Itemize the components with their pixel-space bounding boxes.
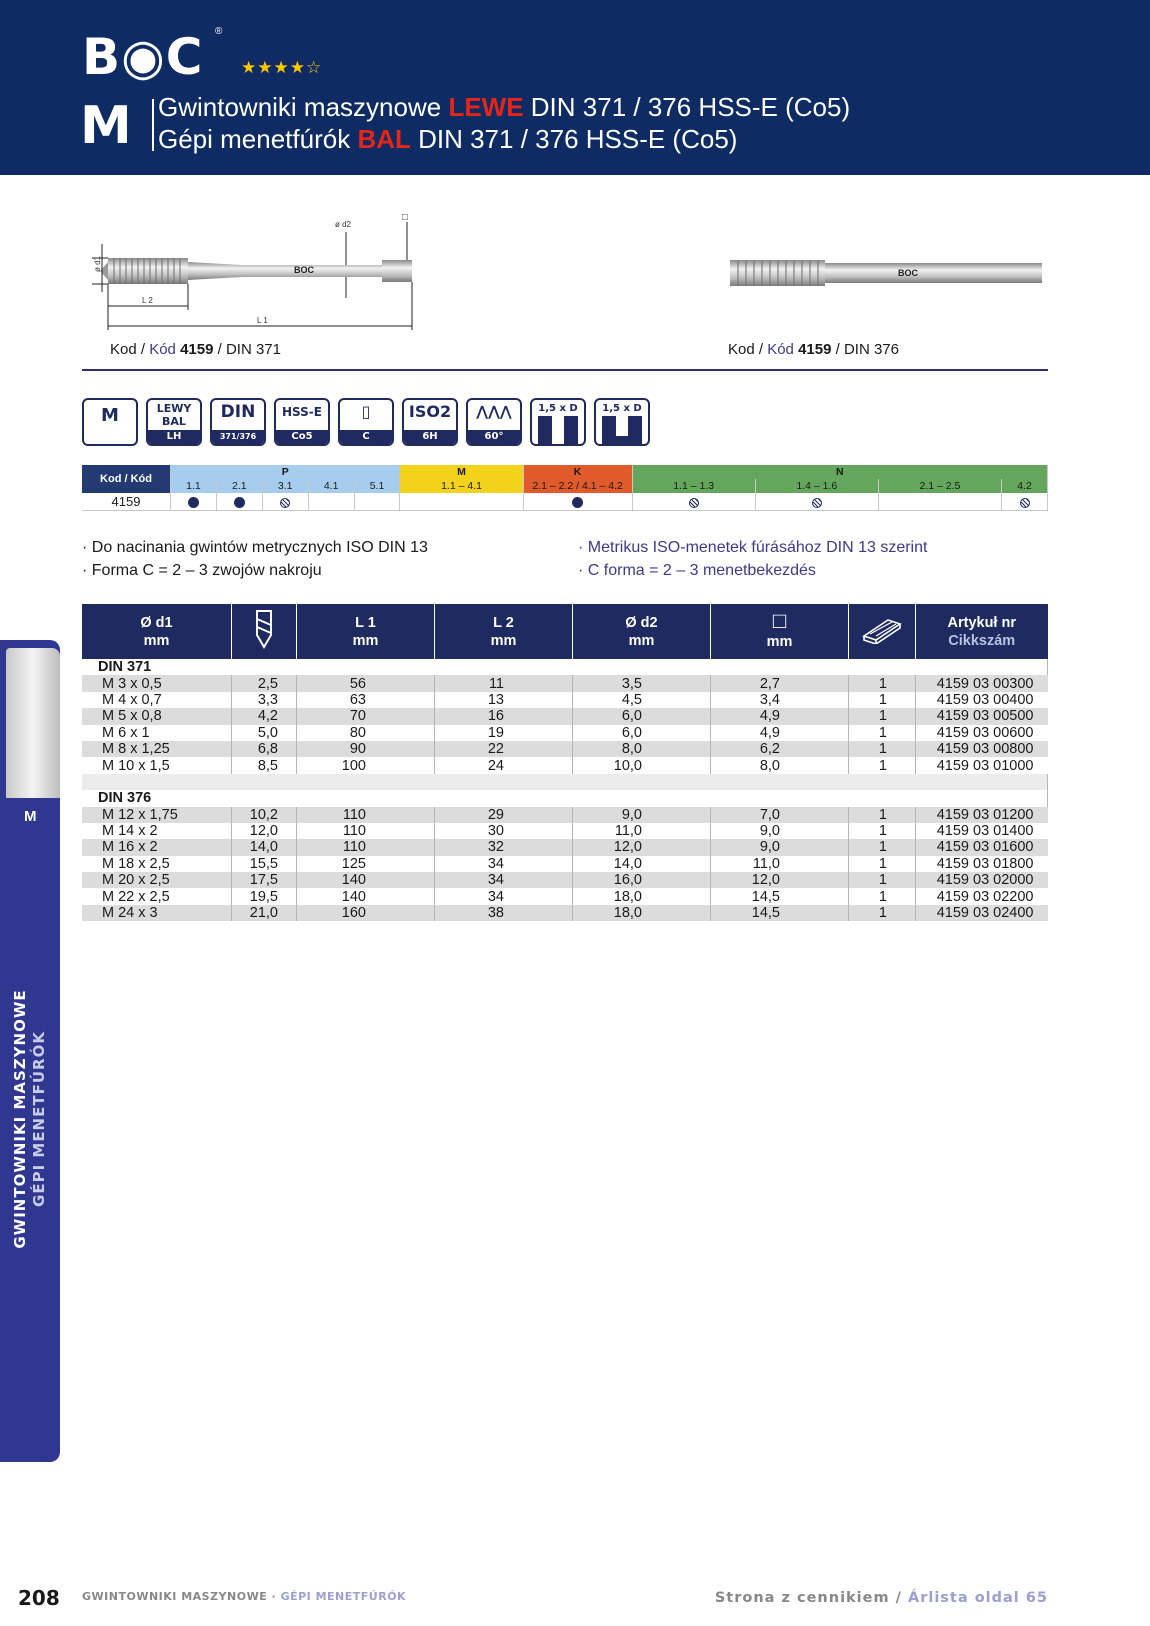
group-p: P <box>171 465 400 479</box>
l2-value: 11 <box>435 675 573 691</box>
drill-size: 2,5 <box>232 675 297 691</box>
tool-logo-text-2: BOC <box>898 268 918 278</box>
square-value: 14,5 <box>711 888 849 904</box>
d2-value: 12,0 <box>573 839 711 855</box>
pack-qty: 1 <box>849 757 916 773</box>
col-d2: Ø d2 mm <box>573 604 711 659</box>
left-hand-icon: LEWY BAL LH <box>146 398 202 446</box>
d2-value: 11,0 <box>573 823 711 839</box>
footer-pricelist-ref: Strona z cennikiem / Árlista oldal 65 <box>714 1590 1048 1606</box>
material-mark-5 <box>354 493 400 511</box>
drill-size: 14,0 <box>232 839 297 855</box>
l1-value: 110 <box>297 807 435 823</box>
l2-value: 16 <box>435 708 573 724</box>
partial-suitability-icon <box>1020 498 1030 508</box>
pack-qty: 1 <box>849 872 916 888</box>
material-mark-3 <box>262 493 308 511</box>
l2-value: 34 <box>435 856 573 872</box>
square-value: 11,0 <box>711 856 849 872</box>
sub-n-1: 1.1 – 1.3 <box>632 479 755 493</box>
d2-value: 3,5 <box>573 675 711 691</box>
section-title: DIN 376 <box>82 790 1048 806</box>
sub-n-2: 1.4 – 1.6 <box>755 479 878 493</box>
table-row <box>82 839 1048 855</box>
l1-value: 63 <box>297 692 435 708</box>
l1-value: 110 <box>297 823 435 839</box>
d2-value: 6,0 <box>573 725 711 741</box>
table-row <box>82 823 1048 839</box>
table-row <box>82 741 1048 757</box>
article-number: 4159 03 01200 <box>916 807 1048 823</box>
section-title-row <box>82 790 1048 806</box>
square-value: 6,2 <box>711 741 849 757</box>
sub-p-5: 5.1 <box>354 479 400 493</box>
d2-value: 14,0 <box>573 856 711 872</box>
section-gap <box>82 774 1048 790</box>
material-mark-11 <box>1002 493 1048 511</box>
sub-p-4: 4.1 <box>308 479 354 493</box>
table-row <box>82 757 1048 773</box>
kod-header: Kod / Kód <box>82 465 171 493</box>
l1-value: 70 <box>297 708 435 724</box>
square-value: 8,0 <box>711 757 849 773</box>
drill-size: 10,2 <box>232 807 297 823</box>
table-row <box>82 725 1048 741</box>
thread-size: M 5 x 0,8 <box>82 708 232 724</box>
l2-value: 19 <box>435 725 573 741</box>
through-hole-depth-icon: 1,5 x D <box>530 398 586 446</box>
title-divider <box>152 99 154 151</box>
square-value: 4,9 <box>711 708 849 724</box>
article-number: 4159 03 01600 <box>916 839 1048 855</box>
page-number: 208 <box>18 1586 60 1610</box>
caption-din376: Kod / Kód 4159 / DIN 376 <box>728 341 899 358</box>
col-d1: Ø d1 mm <box>82 604 232 659</box>
col-article: Artykuł nr Cikkszám <box>916 604 1048 659</box>
group-m: M <box>400 465 523 479</box>
d2-value: 18,0 <box>573 888 711 904</box>
pack-qty: 1 <box>849 856 916 872</box>
article-number: 4159 03 00400 <box>936 691 1034 708</box>
full-suitability-icon <box>188 497 199 508</box>
article-number: 4159 03 01400 <box>936 823 1034 840</box>
sub-p-2: 2.1 <box>216 479 262 493</box>
l1-value: 140 <box>297 888 435 904</box>
square-value: 9,0 <box>711 823 849 839</box>
thread-size: M 20 x 2,5 <box>82 872 232 888</box>
section-divider <box>82 369 1048 371</box>
col-square: □ mm <box>711 604 849 659</box>
sub-k-1: 2.1 – 2.2 / 4.1 – 4.2 <box>523 479 632 493</box>
square-value: 3,4 <box>711 692 849 708</box>
material-mark-7 <box>523 493 632 511</box>
material-mark-8 <box>632 493 755 511</box>
material-mark-2 <box>216 493 262 511</box>
drill-size: 3,3 <box>232 692 297 708</box>
pack-qty: 1 <box>849 823 916 839</box>
d2-value: 6,0 <box>573 708 711 724</box>
l1-value: 140 <box>297 872 435 888</box>
drill-size: 17,5 <box>232 872 297 888</box>
table-row <box>82 888 1048 904</box>
article-number: 4159 03 01000 <box>936 757 1034 774</box>
l1-value: 100 <box>297 757 435 773</box>
article-number: 4159 03 02000 <box>916 872 1048 888</box>
form-c-icon: ▯ C <box>338 398 394 446</box>
drill-size: 12,0 <box>232 823 297 839</box>
pack-qty: 1 <box>849 839 916 855</box>
note-pl-1: · Do nacinania gwintów metrycznych ISO DIN 13 <box>82 539 428 556</box>
pack-qty: 1 <box>849 888 916 904</box>
din376-tool-image <box>728 250 1048 300</box>
col-l2: L 2 mm <box>435 604 573 659</box>
d2-value: 18,0 <box>573 905 711 921</box>
table-row <box>82 675 1048 691</box>
square-value: 2,7 <box>711 675 849 691</box>
d1-label: ø d1 <box>93 255 102 272</box>
thread-size: M 3 x 0,5 <box>82 675 232 691</box>
article-number: 4159 03 00300 <box>916 675 1048 691</box>
tool-logo-text: BOC <box>294 265 314 275</box>
article-number: 4159 03 02200 <box>936 888 1034 905</box>
material-mark-4 <box>308 493 354 511</box>
material-mark-10 <box>878 493 1001 511</box>
drill-size: 19,5 <box>232 888 297 904</box>
hss-e-icon: HSS-E Co5 <box>274 398 330 446</box>
l2-label: L 2 <box>142 296 153 305</box>
note-hu-2: · C forma = 2 – 3 menetbekezdés <box>578 562 816 579</box>
pack-qty: 1 <box>849 708 916 724</box>
group-n: N <box>632 465 1047 479</box>
square-value: 4,9 <box>711 725 849 741</box>
sub-p-1: 1.1 <box>171 479 217 493</box>
material-code: 4159 <box>82 493 171 511</box>
article-number: 4159 03 00500 <box>916 708 1048 724</box>
thread-size: M 24 x 3 <box>82 905 232 921</box>
iso2-tolerance-icon: ISO2 6H <box>402 398 458 446</box>
page-header <box>0 0 1150 175</box>
drill-size: 15,5 <box>232 856 297 872</box>
metric-thread-icon: M <box>82 398 138 446</box>
material-mark-9 <box>755 493 878 511</box>
thread-size: M 6 x 1 <box>82 725 232 741</box>
l1-label: L 1 <box>257 316 268 325</box>
article-number: 4159 03 01800 <box>936 855 1034 872</box>
l1-value: 160 <box>297 905 435 921</box>
note-hu-1: · Metrikus ISO-menetek fúrásához DIN 13 szerint <box>578 539 928 556</box>
l2-value: 22 <box>435 741 573 757</box>
d2-label: ø d2 <box>335 220 352 229</box>
l2-value: 32 <box>435 839 573 855</box>
pack-qty: 1 <box>849 675 916 691</box>
col-l1: L 1 mm <box>297 604 435 659</box>
package-icon <box>849 604 916 659</box>
section-title: DIN 371 <box>82 659 1048 675</box>
l1-value: 110 <box>297 839 435 855</box>
thread-size: M 14 x 2 <box>82 823 232 839</box>
din371-technical-drawing <box>82 210 442 340</box>
blind-hole-depth-icon: 1,5 x D <box>594 398 650 446</box>
section-title-row <box>82 659 1048 675</box>
article-number: 4159 03 00600 <box>936 724 1034 741</box>
full-suitability-icon <box>234 497 245 508</box>
drill-size: 5,0 <box>232 725 297 741</box>
partial-suitability-icon <box>812 498 822 508</box>
partial-suitability-icon <box>280 498 290 508</box>
notes-polish <box>82 536 428 582</box>
l2-value: 13 <box>435 692 573 708</box>
group-k: K <box>523 465 632 479</box>
sub-n-4: 4.2 <box>1002 479 1048 493</box>
l2-value: 24 <box>435 757 573 773</box>
square-value: 14,5 <box>711 905 849 921</box>
feature-icons <box>82 398 650 446</box>
d2-value: 4,5 <box>573 692 711 708</box>
square-value: 9,0 <box>711 839 849 855</box>
title-polish: Gwintowniki maszynowe LEWE DIN 371 / 376 HSS-E (Co5) <box>158 92 851 122</box>
pack-qty: 1 <box>849 725 916 741</box>
sub-p-3: 3.1 <box>262 479 308 493</box>
thread-size: M 10 x 1,5 <box>82 757 232 773</box>
sidebar-letter: M <box>24 808 37 825</box>
table-row <box>82 905 1048 921</box>
l1-value: 56 <box>297 675 435 691</box>
pack-qty: 1 <box>849 905 916 921</box>
table-row <box>82 708 1048 724</box>
thread-size: M 22 x 2,5 <box>82 888 232 904</box>
thread-size: M 16 x 2 <box>82 839 232 855</box>
drill-size: 21,0 <box>232 905 297 921</box>
drill-size: 8,5 <box>232 757 297 773</box>
caption-din371: Kod / Kód 4159 / DIN 371 <box>110 341 281 358</box>
boc-logo: B◉C <box>82 28 204 86</box>
notes-hungarian <box>578 536 927 582</box>
rating-stars: ★★★★☆ <box>241 58 323 77</box>
full-suitability-icon <box>572 497 583 508</box>
article-number: 4159 03 02400 <box>916 905 1048 921</box>
partial-suitability-icon <box>689 498 699 508</box>
square-label: □ <box>402 212 409 223</box>
l1-value: 90 <box>297 741 435 757</box>
l2-value: 34 <box>435 872 573 888</box>
drill-icon <box>232 604 297 659</box>
pack-qty: 1 <box>849 807 916 823</box>
d2-value: 10,0 <box>573 757 711 773</box>
material-application-table <box>82 465 1048 511</box>
table-row <box>82 692 1048 708</box>
registered-mark: ® <box>215 26 223 37</box>
l2-value: 34 <box>435 888 573 904</box>
d2-value: 16,0 <box>573 872 711 888</box>
thread-angle-icon: ⋀⋀⋀ 60° <box>466 398 522 446</box>
l2-value: 30 <box>435 823 573 839</box>
title-hungarian: Gépi menetfúrók BAL DIN 371 / 376 HSS-E (Co5) <box>158 124 738 154</box>
tap-thumbnail <box>6 648 60 798</box>
drill-size: 6,8 <box>232 741 297 757</box>
section-letter: M <box>80 96 132 156</box>
square-value: 12,0 <box>711 872 849 888</box>
din-standard-icon: DIN 371/376 <box>210 398 266 446</box>
l1-value: 125 <box>297 856 435 872</box>
l1-value: 80 <box>297 725 435 741</box>
product-table <box>82 604 1048 921</box>
sub-n-3: 2.1 – 2.5 <box>878 479 1001 493</box>
d2-value: 8,0 <box>573 741 711 757</box>
material-mark-1 <box>171 493 217 511</box>
l2-value: 29 <box>435 807 573 823</box>
l2-value: 38 <box>435 905 573 921</box>
pack-qty: 1 <box>849 692 916 708</box>
thread-size: M 12 x 1,75 <box>82 807 232 823</box>
note-pl-2: · Forma C = 2 – 3 zwojów nakroju <box>82 562 322 579</box>
square-value: 7,0 <box>711 807 849 823</box>
pack-qty: 1 <box>849 741 916 757</box>
d2-value: 9,0 <box>573 807 711 823</box>
article-number: 4159 03 00800 <box>916 741 1048 757</box>
material-mark-6 <box>400 493 523 511</box>
table-row <box>82 807 1048 823</box>
footer-chapter: GWINTOWNIKI MASZYNOWE · GÉPI MENETFÚRÓK <box>82 1590 407 1603</box>
drill-size: 4,2 <box>232 708 297 724</box>
thread-size: M 4 x 0,7 <box>82 692 232 708</box>
sub-m-1: 1.1 – 4.1 <box>400 479 523 493</box>
thread-size: M 18 x 2,5 <box>82 856 232 872</box>
sidebar-chapter-title: GWINTOWNIKI MASZYNOWE GÉPI MENETFÚRÓK <box>11 989 48 1249</box>
thread-size: M 8 x 1,25 <box>82 741 232 757</box>
table-row <box>82 872 1048 888</box>
table-row <box>82 856 1048 872</box>
